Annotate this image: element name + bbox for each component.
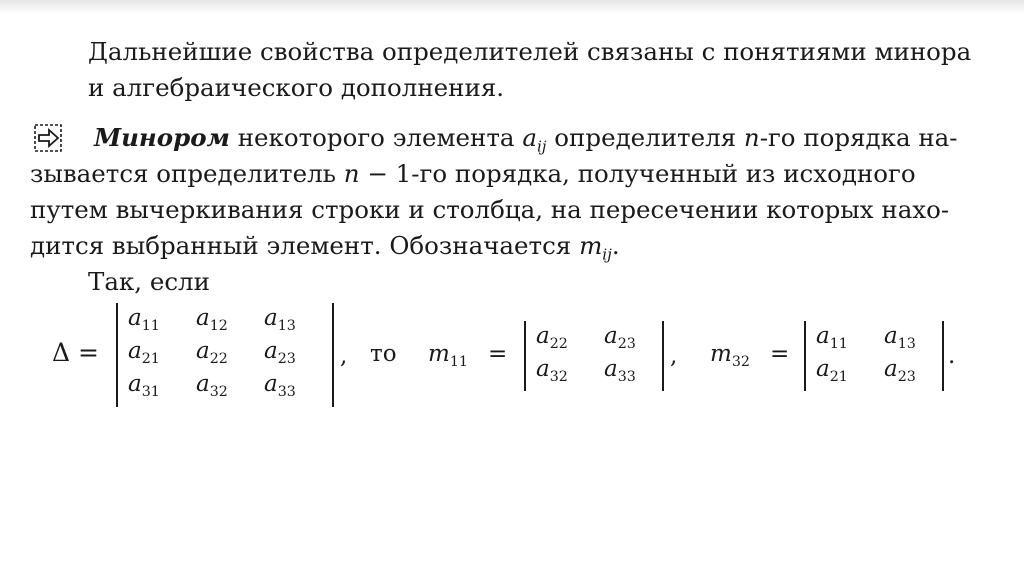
- matrix-entry: [196, 371, 228, 400]
- term-minor: Минором: [94, 123, 230, 152]
- m32-label: [710, 341, 750, 370]
- definition-line-3: путем вычеркивания строки и столбца, на пересечении которых нахо-: [30, 195, 950, 224]
- matrix-entry: [816, 323, 848, 352]
- entry-variable: a: [128, 338, 142, 364]
- def-text-4b: .: [611, 231, 620, 260]
- comma-2: ,: [670, 343, 678, 369]
- var-m: m: [579, 231, 603, 260]
- entry-subscript: 23: [897, 368, 916, 385]
- entry-variable: a: [196, 371, 210, 397]
- minor-m32-determinant: [804, 321, 944, 391]
- def-text-1b: определителя: [546, 123, 744, 152]
- word-to: то: [370, 341, 397, 367]
- var-n: n: [743, 123, 760, 152]
- entry-subscript: 23: [617, 335, 636, 352]
- entry-variable: a: [816, 356, 830, 382]
- determinant-3x3: [116, 303, 334, 407]
- entry-variable: a: [884, 323, 898, 349]
- entry-subscript: 23: [277, 350, 296, 367]
- def-text-1a: некоторого элемента: [229, 123, 523, 152]
- element-a-ij: [522, 123, 547, 156]
- m11-label: [428, 341, 468, 370]
- matrix-entry: [264, 338, 296, 367]
- matrix-entry: [128, 371, 160, 400]
- matrix-entry: [264, 305, 296, 334]
- matrix-entry: [816, 356, 848, 385]
- intro-line-1: Дальнейшие свойства определителей связаны с понятиями минора: [88, 37, 972, 66]
- entry-variable: a: [128, 305, 142, 331]
- comma-1: ,: [340, 343, 348, 369]
- entry-subscript: 21: [141, 350, 160, 367]
- equals-1: =: [488, 341, 508, 367]
- entry-variable: a: [264, 371, 278, 397]
- entry-variable: a: [604, 356, 618, 382]
- entry-subscript: 32: [209, 383, 228, 400]
- entry-variable: a: [128, 371, 142, 397]
- matrix-entry: [128, 305, 160, 334]
- matrix-entry: [604, 323, 636, 352]
- entry-subscript: 13: [897, 335, 916, 352]
- matrix-entry: [536, 323, 568, 352]
- entry-subscript: 22: [209, 350, 228, 367]
- entry-variable: a: [536, 356, 550, 382]
- definition-line-1: [94, 120, 958, 156]
- def-text-2b: − 1-го порядка, полученный из исходного: [359, 159, 916, 188]
- entry-subscript: 33: [277, 383, 296, 400]
- var-n-2: n: [343, 159, 360, 188]
- entry-subscript: 31: [141, 383, 160, 400]
- definition-arrow-icon: [34, 124, 62, 152]
- final-period: .: [948, 343, 956, 369]
- minor-m11-determinant: [524, 321, 664, 391]
- def-text-1c: -го порядка на-: [759, 123, 958, 152]
- entry-variable: a: [196, 305, 210, 331]
- so-if-line: Так, если: [88, 267, 210, 296]
- definition-line-2: [30, 156, 916, 192]
- entry-subscript: 12: [209, 317, 228, 334]
- entry-subscript: 32: [549, 368, 568, 385]
- sub-ij-2: ij: [602, 245, 612, 264]
- equals-2: =: [770, 341, 790, 367]
- entry-variable: a: [816, 323, 830, 349]
- entry-subscript: 11: [141, 317, 160, 334]
- minor-m-ij: [579, 231, 612, 264]
- sub-ij: ij: [536, 137, 547, 156]
- entry-subscript: 21: [829, 368, 848, 385]
- matrix-entry: [196, 338, 228, 367]
- entry-variable: a: [264, 305, 278, 331]
- matrix-entry: [604, 356, 636, 385]
- def-text-2a: зывается определитель: [30, 159, 344, 188]
- delta-equals: Δ =: [52, 338, 99, 367]
- entry-subscript: 13: [277, 317, 296, 334]
- definition-line-4: [30, 228, 620, 264]
- entry-subscript: 11: [829, 335, 848, 352]
- var-m11: m: [428, 341, 450, 367]
- def-text-4a: дится выбранный элемент. Обозначается: [30, 231, 580, 260]
- entry-subscript: 33: [617, 368, 636, 385]
- var-a: a: [522, 123, 537, 152]
- entry-variable: a: [264, 338, 278, 364]
- sub-11: 11: [449, 353, 468, 370]
- entry-variable: a: [536, 323, 550, 349]
- slide-top-edge: [0, 0, 1024, 14]
- entry-variable: a: [604, 323, 618, 349]
- matrix-entry: [884, 356, 916, 385]
- matrix-entry: [264, 371, 296, 400]
- matrix-entry: [128, 338, 160, 367]
- sub-32: 32: [731, 353, 750, 370]
- matrix-entry: [196, 305, 228, 334]
- entry-variable: a: [884, 356, 898, 382]
- var-m32: m: [710, 341, 732, 367]
- formula-block: [30, 303, 970, 413]
- intro-line-2: и алгебраического дополнения.: [88, 73, 505, 102]
- matrix-entry: [884, 323, 916, 352]
- entry-variable: a: [196, 338, 210, 364]
- matrix-entry: [536, 356, 568, 385]
- entry-subscript: 22: [549, 335, 568, 352]
